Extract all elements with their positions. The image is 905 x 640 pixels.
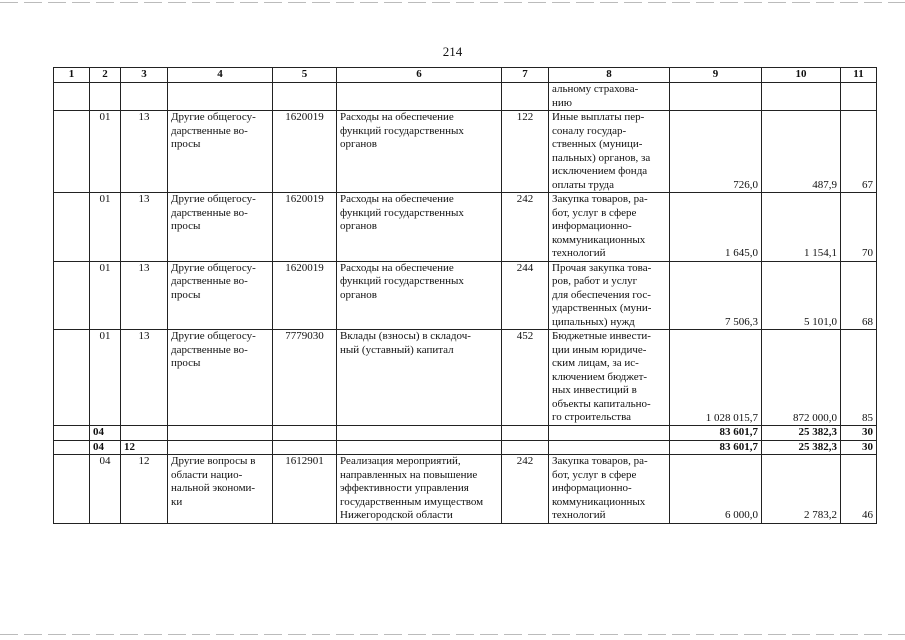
- column-header-9: 9: [670, 68, 762, 83]
- table-row: [54, 455, 877, 524]
- cell-col-8: Закупка товаров, ра- бот, услуг в сфере информационно- коммуникационных технологий: [549, 455, 670, 524]
- cell-col-5: 1612901: [273, 455, 337, 524]
- cell-col-4: Другие общегосу- дарственные во- просы: [168, 261, 273, 330]
- cell-col-7: 244: [502, 261, 549, 330]
- cell-col-6: Реализация мероприятий, направленных на повышение эффективности управления государственным имуществом Нижегородской области: [337, 455, 502, 524]
- cell-col-6: [337, 426, 502, 441]
- cell-col-8: Закупка товаров, ра- бот, услуг в сфере информационно- коммуникационных технологий: [549, 193, 670, 262]
- cell-col-1: [54, 426, 90, 441]
- cell-col-10: 2 783,2: [762, 455, 841, 524]
- cell-col-8: Бюджетные инвести- ции иным юридиче- ским лицам, за ис- ключением бюджет- ных инвестиций в объекты капитально- го строительства: [549, 330, 670, 426]
- cell-col-2: 01: [90, 111, 121, 193]
- scan-artifact-bottom: [0, 634, 905, 635]
- column-header-5: 5: [273, 68, 337, 83]
- cell-col-5: 1620019: [273, 261, 337, 330]
- cell-col-5: [273, 83, 337, 111]
- cell-col-4: [168, 440, 273, 455]
- column-header-10: 10: [762, 68, 841, 83]
- column-header-8: 8: [549, 68, 670, 83]
- cell-col-4: Другие вопросы в области нацио- нальной экономи- ки: [168, 455, 273, 524]
- cell-col-5: 1620019: [273, 111, 337, 193]
- cell-col-1: [54, 83, 90, 111]
- table-row: [54, 261, 877, 330]
- cell-col-2: 01: [90, 330, 121, 426]
- cell-col-5: 7779030: [273, 330, 337, 426]
- cell-col-8: [549, 440, 670, 455]
- cell-col-9: 1 028 015,7: [670, 330, 762, 426]
- cell-col-11: 46: [841, 455, 877, 524]
- cell-col-4: [168, 426, 273, 441]
- cell-col-7: [502, 83, 549, 111]
- cell-col-6: Расходы на обеспечение функций государственных органов: [337, 193, 502, 262]
- cell-col-1: [54, 111, 90, 193]
- cell-col-6: Расходы на обеспечение функций государственных органов: [337, 111, 502, 193]
- budget-table: [53, 67, 877, 524]
- cell-col-11: 30: [841, 426, 877, 441]
- column-header-2: 2: [90, 68, 121, 83]
- cell-col-10: 487,9: [762, 111, 841, 193]
- cell-col-3: 12: [121, 455, 168, 524]
- cell-col-7: 122: [502, 111, 549, 193]
- table-row: [54, 440, 877, 455]
- cell-col-7: [502, 426, 549, 441]
- cell-col-4: Другие общегосу- дарственные во- просы: [168, 330, 273, 426]
- cell-col-9: 726,0: [670, 111, 762, 193]
- cell-col-8: альному страхова- нию: [549, 83, 670, 111]
- column-header-1: 1: [54, 68, 90, 83]
- table-row: [54, 426, 877, 441]
- page-number: 214: [442, 44, 463, 59]
- cell-col-11: [841, 83, 877, 111]
- cell-col-11: 68: [841, 261, 877, 330]
- cell-col-3: 13: [121, 330, 168, 426]
- cell-col-10: 25 382,3: [762, 440, 841, 455]
- cell-col-2: 04: [90, 455, 121, 524]
- cell-col-10: 1 154,1: [762, 193, 841, 262]
- cell-col-3: [121, 83, 168, 111]
- cell-col-9: 1 645,0: [670, 193, 762, 262]
- cell-col-6: [337, 83, 502, 111]
- table-row: [54, 330, 877, 426]
- cell-col-5: 1620019: [273, 193, 337, 262]
- cell-col-2: 04: [90, 426, 121, 441]
- cell-col-11: 70: [841, 193, 877, 262]
- cell-col-3: [121, 426, 168, 441]
- cell-col-3: 12: [121, 440, 168, 455]
- table-row: [54, 83, 877, 111]
- cell-col-1: [54, 440, 90, 455]
- column-header-7: 7: [502, 68, 549, 83]
- cell-col-10: 25 382,3: [762, 426, 841, 441]
- cell-col-11: 85: [841, 330, 877, 426]
- header-row: [54, 68, 877, 83]
- cell-col-1: [54, 330, 90, 426]
- cell-col-4: Другие общегосу- дарственные во- просы: [168, 111, 273, 193]
- cell-col-6: Расходы на обеспечение функций государственных органов: [337, 261, 502, 330]
- cell-col-2: 04: [90, 440, 121, 455]
- column-header-4: 4: [168, 68, 273, 83]
- cell-col-3: 13: [121, 193, 168, 262]
- cell-col-1: [54, 193, 90, 262]
- cell-col-10: [762, 83, 841, 111]
- cell-col-9: 83 601,7: [670, 440, 762, 455]
- cell-col-1: [54, 455, 90, 524]
- cell-col-7: [502, 440, 549, 455]
- cell-col-7: 242: [502, 455, 549, 524]
- scan-artifact-top: [0, 2, 905, 3]
- cell-col-10: 5 101,0: [762, 261, 841, 330]
- cell-col-6: Вклады (взносы) в складоч- ный (уставный) капитал: [337, 330, 502, 426]
- cell-col-8: Прочая закупка това- ров, работ и услуг для обеспечения гос- ударственных (муни- ципальных) нужд: [549, 261, 670, 330]
- cell-col-9: 83 601,7: [670, 426, 762, 441]
- cell-col-2: 01: [90, 261, 121, 330]
- cell-col-4: Другие общегосу- дарственные во- просы: [168, 193, 273, 262]
- column-header-6: 6: [337, 68, 502, 83]
- cell-col-7: 242: [502, 193, 549, 262]
- cell-col-9: 6 000,0: [670, 455, 762, 524]
- cell-col-9: 7 506,3: [670, 261, 762, 330]
- cell-col-9: [670, 83, 762, 111]
- column-header-3: 3: [121, 68, 168, 83]
- cell-col-4: [168, 83, 273, 111]
- cell-col-11: 30: [841, 440, 877, 455]
- cell-col-5: [273, 426, 337, 441]
- table-row: [54, 111, 877, 193]
- cell-col-5: [273, 440, 337, 455]
- cell-col-11: 67: [841, 111, 877, 193]
- table-row: [54, 193, 877, 262]
- cell-col-8: Иные выплаты пер- соналу государ- ственных (муници- пальных) органов, за исключением фонда оплаты труда: [549, 111, 670, 193]
- cell-col-10: 872 000,0: [762, 330, 841, 426]
- cell-col-1: [54, 261, 90, 330]
- column-header-11: 11: [841, 68, 877, 83]
- cell-col-3: 13: [121, 111, 168, 193]
- cell-col-2: [90, 83, 121, 111]
- cell-col-2: 01: [90, 193, 121, 262]
- cell-col-6: [337, 440, 502, 455]
- cell-col-7: 452: [502, 330, 549, 426]
- cell-col-3: 13: [121, 261, 168, 330]
- cell-col-8: [549, 426, 670, 441]
